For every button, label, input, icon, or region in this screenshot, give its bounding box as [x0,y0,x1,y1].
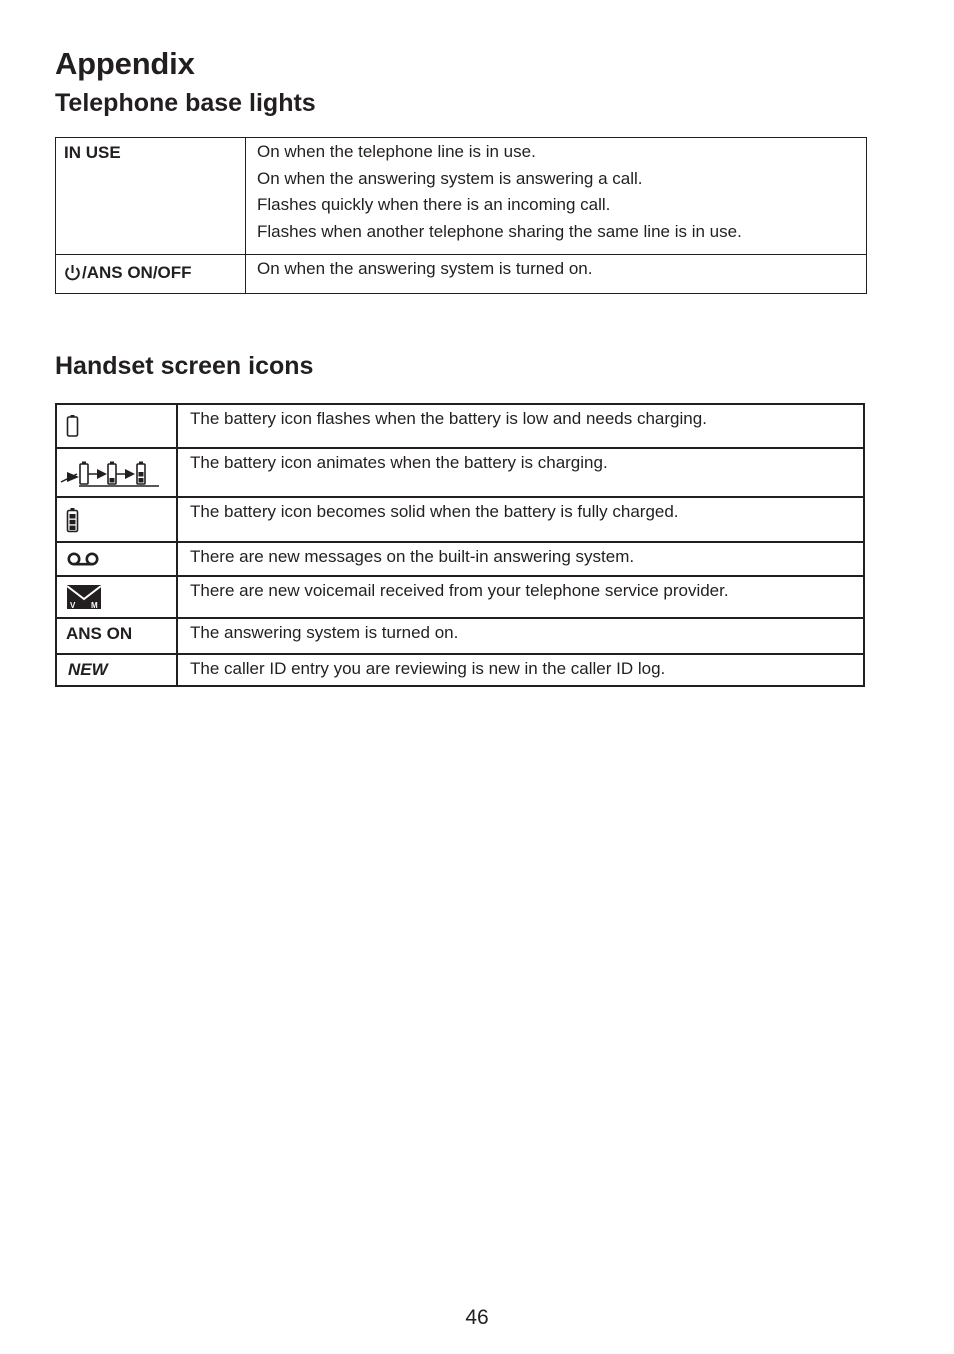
table-row [56,654,864,686]
icon-description: The answering system is turned on. [177,618,864,654]
power-icon [64,264,81,282]
icon-cell [56,542,177,576]
icon-cell [56,497,177,542]
voicemail-letter-v: V [70,601,76,610]
description-line: On when the answering system is answering a call. [257,168,643,188]
table-row [56,404,864,448]
light-label-in-use: IN USE [56,138,246,255]
new-label: NEW [56,654,177,686]
battery-full-icon [66,507,80,533]
icon-description: There are new messages on the built-in answering system. [177,542,864,576]
light-description [246,138,867,255]
light-description [246,255,867,294]
ans-on-label: ANS ON [56,618,177,654]
icon-description: The battery icon animates when the battery is charging. [177,448,864,497]
icon-cell [56,404,177,448]
battery-low-icon [66,414,80,438]
page-number: 46 [465,1306,489,1329]
icon-cell [56,448,177,497]
page-title: Appendix [55,46,195,81]
voicemail-envelope-icon [66,584,102,610]
table-row [56,138,867,255]
base-lights-table [55,137,867,294]
icon-description: The caller ID entry you are reviewing is new in the caller ID log. [177,654,864,686]
table-row [56,497,864,542]
description-line: Flashes when another telephone sharing the same line is in use. [257,221,742,241]
battery-charging-animation-icon [59,458,161,488]
screen-icons-table [55,403,865,687]
description-line: On when the telephone line is in use. [257,142,536,161]
section-title-screen-icons: Handset screen icons [55,352,314,380]
description-line: Flashes quickly when there is an incoming call. [257,195,611,214]
table-row [56,576,864,618]
table-row [56,255,867,294]
answering-machine-icon [66,551,100,567]
table-row [56,618,864,654]
icon-description: The battery icon becomes solid when the battery is fully charged. [177,497,864,542]
section-title-base-lights: Telephone base lights [55,89,316,117]
light-label-ans-on-off [56,255,246,294]
description-line: On when the answering system is turned on. [257,259,593,278]
table-row [56,448,864,497]
ans-on-off-label: /ANS ON/OFF [82,263,192,282]
icon-description: There are new voicemail received from your telephone service provider. [177,576,864,618]
table-row [56,542,864,576]
icon-cell [56,576,177,618]
voicemail-letter-m: M [91,601,98,610]
icon-description: The battery icon flashes when the battery is low and needs charging. [177,404,864,448]
